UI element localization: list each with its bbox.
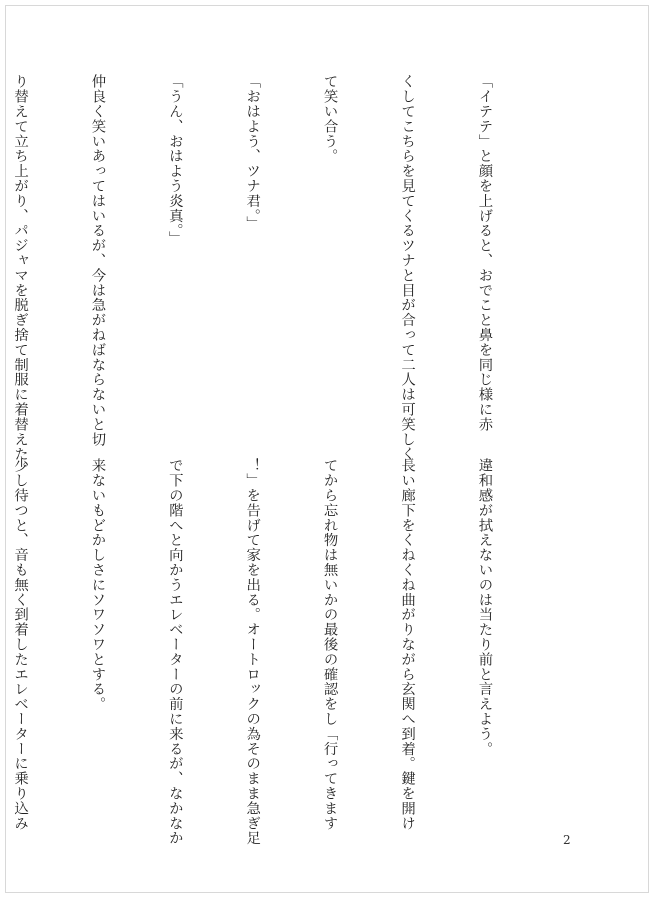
text-column: 少し待つと、音も無く到着したエレベーターに乗り込み <box>12 458 29 831</box>
text-column: 仲良く笑いあってはいるが、今は急がねばならないと切 <box>89 74 106 447</box>
text-column: 長い廊下をくねくね曲がりながら玄関へ到着。鍵を開け <box>399 458 416 831</box>
text-column: 来ないもどかしさにソワソワとする。 <box>89 458 106 712</box>
page-number: 2 <box>563 833 571 847</box>
text-block-top <box>0 74 548 477</box>
text-column: で下の階へと向かうエレベーターの前に来るが、なかなか <box>166 458 183 846</box>
text-column: 「イテテ」と顔を上げると、おでこと鼻を同じ様に赤 <box>476 74 493 432</box>
text-column: て笑い合う。 <box>321 74 338 164</box>
text-column: り替えて立ち上がり、パジャマを脱ぎ捨て制服に着替えた。 <box>12 74 29 477</box>
text-column: てから忘れ物は無いかの最後の確認をし「行ってきます <box>321 458 338 831</box>
text-column: 違和感が拭えないのは当たり前と言えよう。 <box>476 458 493 756</box>
text-block-bottom <box>0 458 548 846</box>
text-column: ！」を告げて家を出る。オートロックの為そのまま急ぎ足 <box>244 458 261 846</box>
text-column: くしてこちらを見てくるツナと目が合って二人は可笑しく <box>399 74 416 462</box>
text-column: 「うん、おはよう炎真。」 <box>166 74 183 246</box>
text-column: 「おはよう、ツナ君。」 <box>244 74 261 231</box>
